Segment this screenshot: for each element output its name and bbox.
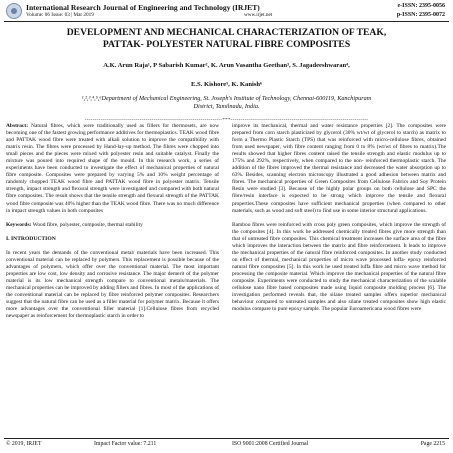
- abstract-text: Natural fibres, which were traditionally used as fillers for thermosets, are now becoming one of the fastest growing performance additives for thermoplastics. TEAK wood fibre and PATTAK wood fibre were treated with alkali solution to improve the compatibility with matrix resin. The fibres were processed by Hand-lay-up method. The fibres were chopped into small pieces and the pieces were mixed with polyester resin and suitable catalyst. Finally the mixture was poured into required shape of the mould. In this research work, a series of experiments have been conducted to investigate the effect of mechanical properties of natural fibre composite. Composites were prepared by varying 5% and 10% weight percentage of randomly chopped TEAK wood fibre and PATTAK wood fibre in polyester matrix. Tensile strength, impact strength and flexural strength were investigated and compared with both natural fibre composites. The result shows that the tensile strength and flexural strength of the PATTAK wood fibre composite was 40% higher than the TEAK wood fibre. There was no much difference in impact strength values in both composites: [6, 123, 219, 214]
- affiliation-line-2: District, Tamilnadu, India.: [193, 103, 260, 110]
- p-issn: p-ISSN: 2395-0072: [396, 12, 445, 18]
- footer-rule: [4, 438, 449, 439]
- footer-impact-factor: Impact Factor value: 7.211: [94, 441, 157, 447]
- volume-issue: Volume: 06 Issue: 03 | Mar 2019: [26, 12, 94, 18]
- footer-page-number: Page 2215: [420, 441, 445, 447]
- footer-iso: ISO 9001:2008 Certified Journal: [232, 441, 309, 447]
- paper-title: [10, 27, 443, 50]
- journal-name: International Research Journal of Engineering and Technology (IRJET): [26, 3, 260, 12]
- title-line-1: DEVELOPMENT AND MECHANICAL CHARACTERIZATION OF TEAK,: [66, 27, 387, 38]
- right-column: [232, 123, 446, 435]
- author-list: A.K. Arun Raja¹, P Sabarish Kumar², K. Arun Vasantha Geethan³, S. Jagadeeshwaran⁴,: [103, 62, 350, 69]
- journal-website[interactable]: www.irjet.net: [244, 12, 273, 18]
- body-paragraph-2: Bamboo fibres were reinforced with cross poly green composites, which improve the strength of the composites [4]. In this work he addressed chemically treated fibres give more strength than that of untreated fibre composites. This chemical treatment increases the surface area of the fibre which improves the interaction between the matrix and fibre reinforcement. It leads to improve the mechanical properties of the natural fibre reinforced composites. In another study conducted on effect of thermal, mechanical properties of micro wave processed luffa- epoxy reinforced natural fibre composites [5]. In this work he used treated luffa fibre and micro wave method for processing the composite material. Which improve the mechanical properties of the natural fibre composite. Experiments were conducted to study the mechanical characterization of the scalable cellulose nano fibre based composites made using liquid composite molding process [6]. The investigation performed reveals that, the silane treated samples offers superior mechanical behaviour compared to untreated samples and also silane treated composites show high elastic modulus compare to pure epoxy sample. The popular Euroamericana wood fibres were: [232, 221, 446, 313]
- abstract-label: Abstract:: [6, 123, 29, 129]
- header-rule: [4, 21, 449, 22]
- introduction-text: In recent years the demands of the conventional metal/ materials have been increased. This conventional material can be replaced by polymers. This replacement is possible because of the advantages of polymers, which offer over the conventional material. The most important properties are low cost, low density and corrosive resistance. The major demerit of the polymer material is its low mechanical strength compare to conventional metals/materials. The mechanical properties can be improved by adding fillers and fibres. In most of the applications of the conventional material can be replaced by fibre reinforced polymer composites. Researchers suggest that the natural fibre can be used as a filler material for polymer matrix. Because it offers more advantages over the conventional filler material [1].Cellulose fibres from recycled newspaper as reinforcement for thermoplastic starch in order to: [6, 249, 219, 320]
- affiliation-line-1: ¹,²,³,⁴,⁵,⁶Department of Mechanical Engineering, St. Joseph's Institute of Technology, Chennai-600119, Kanchipuram: [81, 95, 372, 102]
- author-list-2: E.S. Kishore⁵, K. Kanish⁶: [190, 81, 263, 88]
- page-footer: [4, 440, 449, 451]
- abstract: [6, 123, 219, 215]
- footer-copyright: © 2019, IRJET: [6, 441, 42, 447]
- introduction-heading: I. INTRODUCTION: [6, 235, 56, 242]
- keywords-label: Keywords:: [6, 221, 32, 228]
- affiliation: [10, 95, 443, 111]
- irjet-logo-icon: [6, 3, 22, 19]
- left-column: [6, 123, 219, 435]
- title-line-2: PATTAK- POLYESTER NATURAL FIBRE COMPOSITES: [102, 38, 351, 50]
- e-issn: e-ISSN: 2395-0056: [397, 3, 445, 9]
- body-paragraph-1: improve its mechanical, thermal and water resistance properties [2]. The composites were prepared from corn starch plasticized by glycerol (30% wt/wt of glycerol to starch) as matrix to form a Thermo Plastic Starch (TPS) that was reinforced with micro-cellulose fibres, obtained from used newspaper, with fibre content ranging from 0 to 8% (wt/wt of fibres to matrix).The results showed that higher fibres content raised the tensile strength and elastic modulus up to 175% and 292%, respectively, when compared to the non- reinforced thermoplastic starch. The addition of the fibres improved the thermal resistance and decreased the water absorption up to 63%. Besides, scanning electron microscopy illustrated a good adhesion between matrix and fibres. The mechanical properties of Green Composites from Cellulose Fabrics and Soy Protein Resin were studied [3]. Because of the highly polar groups on both cellulose and SPC the fibre/resin interface is expected to be strong which improve the tensile and flexural properties.These composites have sufficient mechanical properties (when compared to other materials, such as wood and soft steel) to find use in some interior structural applications.: [232, 123, 446, 214]
- section-separator: ----------------------------------------------------------------------***----------------------------------------------------------------------: [84, 118, 369, 123]
- keywords-text: Wood fibre, polyester, composite, thermal stability: [31, 221, 143, 228]
- keywords: [6, 222, 219, 229]
- journal-header: [4, 3, 449, 19]
